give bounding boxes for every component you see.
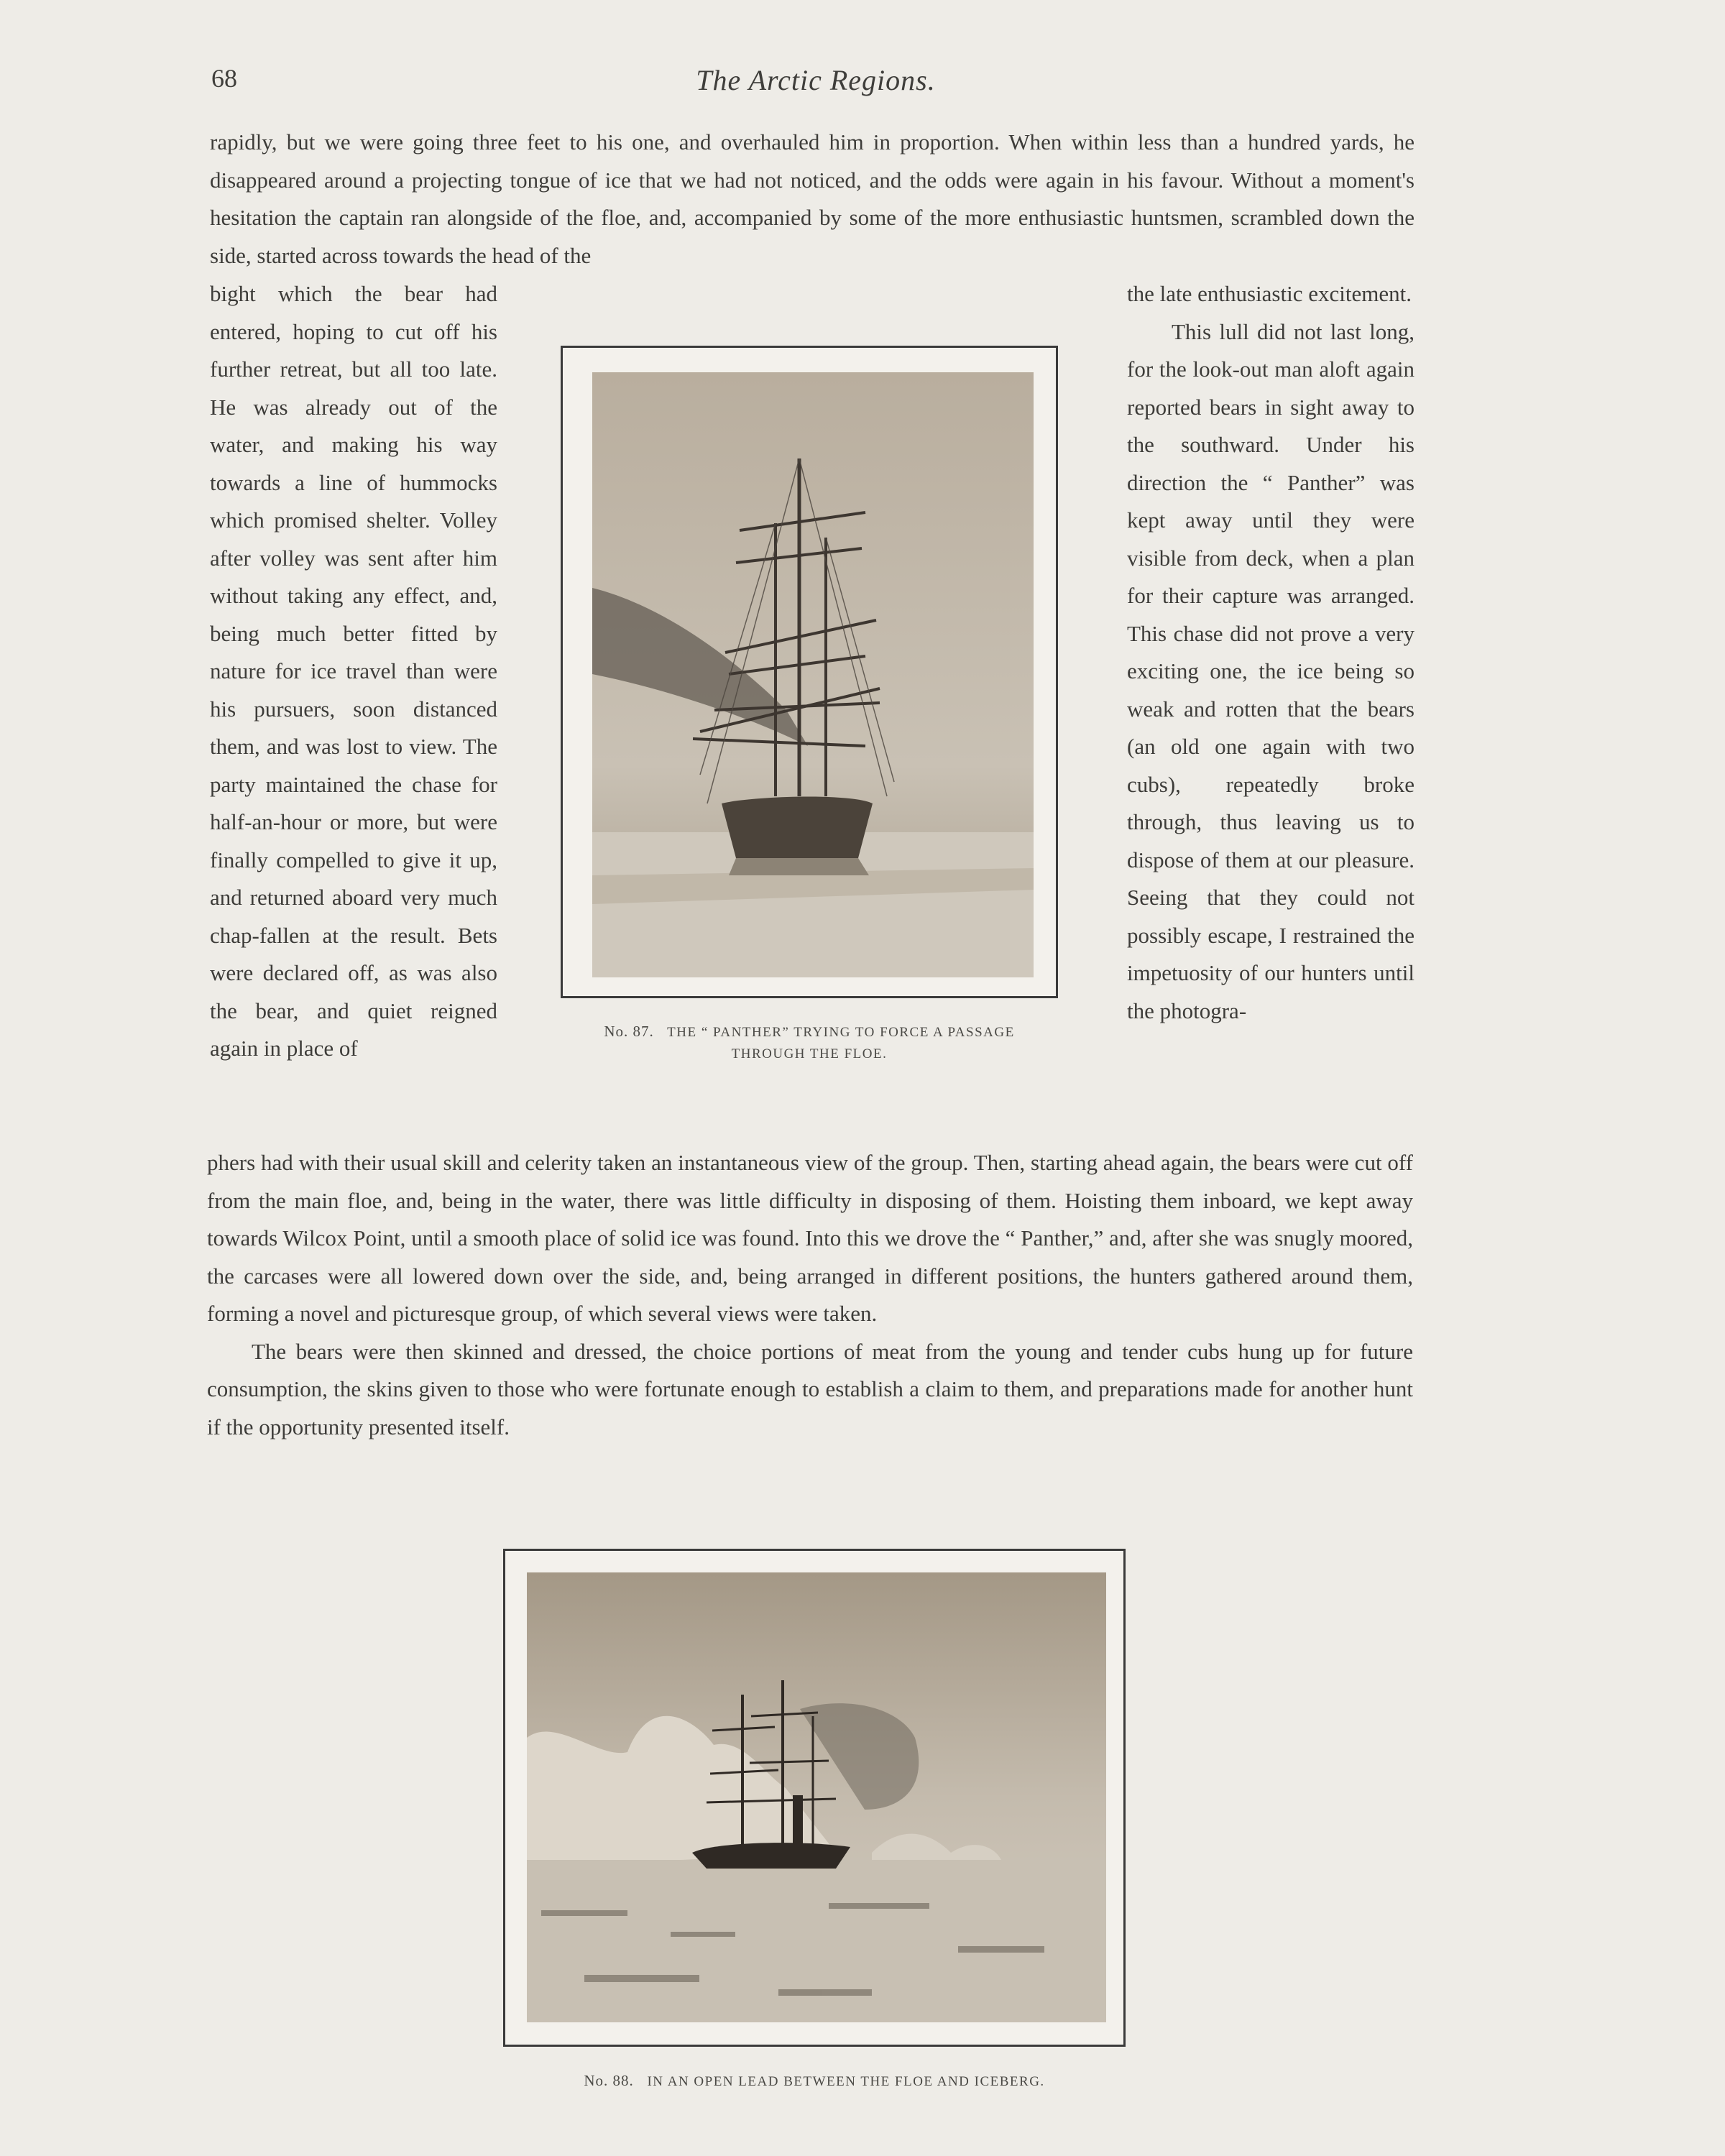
figure-87-photo	[592, 372, 1034, 977]
figure-88-frame	[503, 1549, 1126, 2047]
figure-88-photo	[527, 1572, 1106, 2022]
right-column-paragraph-2: This lull did not last long, for the look-out man aloft again reported bears in sight away to the southward. Under his direction the “ Panther” was kept away until they were visible from deck, when a plan for their capture was arranged. This chase did not prove a very exciting one, the ice being so weak and rotten that the bears (an old one again with two cubs), repeatedly broke through, thus leaving us to dispose of them at our pleasure. Seeing that they could not possibly escape, I restrained the impetuosity of our hunters until the photogra-	[1127, 318, 1414, 1023]
figure-88-caption	[431, 2070, 1197, 2093]
page-number: 68	[211, 64, 237, 93]
body-left-column: bight which the bear had entered, hoping to cut off his further retreat, but all too late. He was already out of the water, and making his way towards a line of hummocks which promised shelter. Volley after volley was sent after him without taking any effect, and, being much better fitted by nature for ice travel than were his pursuers, soon distanced them, and was lost to view. The party maintained the chase for half-an-hour or more, but were finally compelled to give it up, and returned aboard very much chap-fallen at the result. Bets were declared off, as was also the bear, and quiet reigned again in place of	[210, 281, 497, 1061]
figure-88-number: No. 88.	[584, 2072, 634, 2089]
right-column-paragraph-1: the late enthusiastic excitement.	[1127, 281, 1412, 306]
figure-87-number: No. 87.	[604, 1023, 654, 1040]
figure-87-caption-line-1: THE “ PANTHER” TRYING TO FORCE A PASSAGE	[667, 1025, 1015, 1040]
body-right-column	[1127, 275, 1414, 1030]
figure-88-caption-text: IN AN OPEN LEAD BETWEEN THE FLOE AND ICEBERG.	[647, 2074, 1045, 2089]
body-paragraph-top: rapidly, but we were going three feet to his one, and overhauled him in proportion. When within less than a hundred yards, he disappeared around a projecting tongue of ice that we had not noticed, and the odds were again in his favour. Without a moment's hesitation the captain ran alongside of the floe, and, accompanied by some of the more enthusiastic huntsmen, scrambled down the side, started across towards the head of the	[210, 129, 1414, 268]
figure-87-caption-line-2: THROUGH THE FLOE.	[731, 1046, 888, 1061]
bottom-paragraph-1: phers had with their usual skill and celerity taken an instantaneous view of the group. Then, starting ahead again, the bears were cut off from the main floe, and, being in the water, there was little difficulty in disposing of them. Hoisting them inboard, we kept away towards Wilcox Point, until a smooth place of solid ice was found. Into this we drove the “ Panther,” and, after she was snugly moored, the carcases were all lowered down over the side, and, being arranged in different positions, the hunters gathered around them, forming a novel and picturesque group, of which several views were taken.	[207, 1150, 1413, 1326]
figure-87-caption	[561, 1021, 1058, 1065]
body-paragraph-bottom	[207, 1144, 1413, 1446]
bottom-paragraph-2: The bears were then skinned and dressed, the choice portions of meat from the young and tender cubs hung up for future consumption, the skins given to those who were fortunate enough to establish a claim to them, and preparations made for another hunt if the opportunity presented itself.	[207, 1338, 1413, 1439]
running-title: The Arctic Regions.	[696, 64, 936, 96]
figure-87-frame	[561, 346, 1058, 998]
